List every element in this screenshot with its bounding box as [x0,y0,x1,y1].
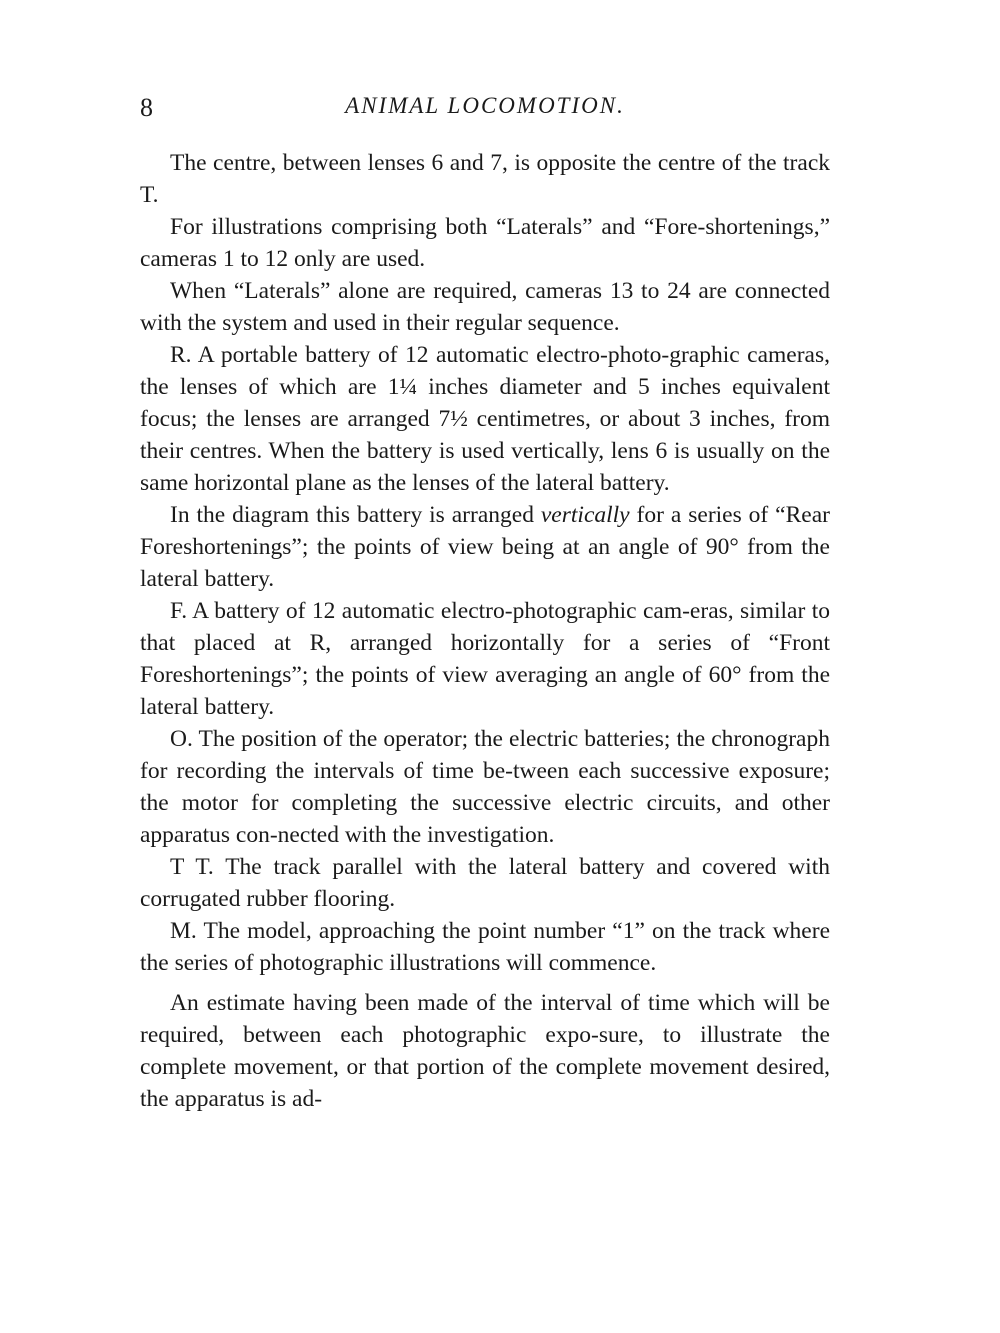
emphasis-vertically: vertically [540,502,630,528]
body-text [140,147,830,1115]
paragraph-estimate: An estimate having been made of the interval of time which will be required, between each photographic expo-sure, to illustrate the complete movement, or that portion of the complete movement desired, the apparatus is ad- [140,990,830,1112]
paragraph-diagram-end: for a series of “Rear Foreshortenings”; the points of view being at an angle of 90° from the lateral battery. [140,502,830,592]
paragraph-diagram [140,499,830,595]
paragraph-operator: O. The position of the operator; the electric batteries; the chronograph for recording the intervals of time be-tween each successive exposure; the motor for completing the successive electric circuits, and other apparatus con-nected with the investigation. [140,726,830,848]
paragraph-laterals: When “Laterals” alone are required, cameras 13 to 24 are connected with the system and used in their regular sequence. [140,278,830,336]
page-header [140,93,830,133]
paragraph-diagram-start: In the diagram this battery is arranged [170,502,541,528]
paragraph-track: T T. The track parallel with the lateral battery and covered with corrugated rubber flooring. [140,854,830,912]
page-number: 8 [140,93,153,122]
paragraph-illustrations: For illustrations comprising both “Laterals” and “Fore-shortenings,” cameras 1 to 12 only are used. [140,214,830,272]
paragraph-centre: The centre, between lenses 6 and 7, is opposite the centre of the track T. [140,150,830,208]
paragraph-battery-r: R. A portable battery of 12 automatic electro-photo-graphic cameras, the lenses of which are 1¼ inches diameter and 5 inches equivalent focus; the lenses are arranged 7½ centimetres, or about 3 inches, from their centres. When the battery is used vertically, lens 6 is usually on the same horizontal plane as the lenses of the lateral battery. [140,342,830,496]
paragraph-battery-f: F. A battery of 12 automatic electro-photographic cam-eras, similar to that placed at R, arranged horizontally for a series of “Front Foreshortenings”; the points of view averaging an angle of 60° from the lateral battery. [140,598,830,720]
running-title: ANIMAL LOCOMOTION. [345,93,625,118]
paragraph-model: M. The model, approaching the point number “1” on the track where the series of photographic illustrations will commence. [140,918,830,976]
